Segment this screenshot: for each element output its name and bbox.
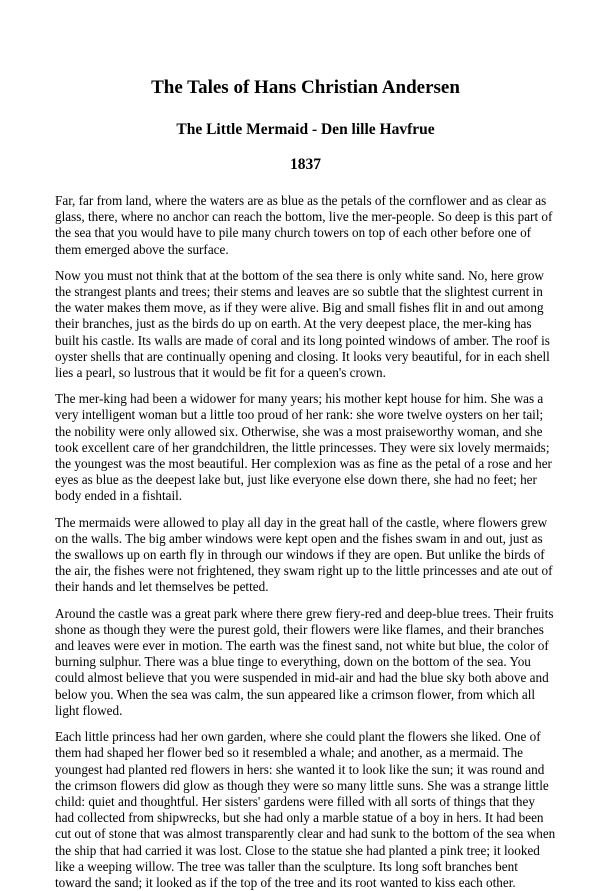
body-paragraph: Now you must not think that at the bottom of the sea there is only white sand. No, here grow the strangest plants and trees; their stems and leaves are so subtle that the slightest current in the water makes them move, as if they were alive. Big and small fishes flit in and out among their branches, just as the birds do up on earth. At the very deepest place, the mer-king has built his castle. Its walls are made of coral and its long pointed windows of amber. The roof is oyster shells that are continually opening and closing. It looks very beautiful, for in each shell lies a pearl, so lustrous that it would be fit for a queen's crown.: [55, 267, 550, 381]
body-paragraph: Around the castle was a great park where there grew fiery-red and deep-blue trees. Their fruits shone as though they were the purest gold, their flowers were like flames, and their branches and leaves were ever in motion. The earth was the finest sand, not white but blue, the color of burning sulphur. There was a blue tinge to everything, down on the bottom of the sea. You could almost believe that you were suspended in mid-air and had the blue sky both above and below you. When the sea was calm, the sun appeared like a crimson flower, from which all light flowed.: [55, 605, 554, 718]
document-subtitle: The Little Mermaid - Den lille Havfrue: [176, 121, 435, 138]
body-paragraph: The mer-king had been a widower for many years; his mother kept house for him. She was a very intelligent woman but a little too proud of her rank: she wore twelve oysters on her tail; the nobility were only allowed six. Otherwise, she was a most praiseworthy woman, and she took excellent care of her grandchildren, the little princesses. They were six lovely mermaids; the youngest was the most beautiful. Her complexion was as fine as the petal of a rose and her eyes as blue as the deepest lake but, just like everyone else down there, she had no feet; her body ended in a fishtail.: [55, 391, 552, 504]
body-paragraph: Each little princess had her own garden, where she could plant the flowers she liked. One of them had shaped her flower bed so it resembled a whale; and another, as a mermaid. The youngest had planted red flowers in hers: she wanted it to look like the sun; it was round and the crimson flowers did glow as though they were so many little suns. She was a strange little child: quiet and thoughtful. Her sisters' gardens were filled with all sorts of things that they had collected from shipwrecks, but she had only a marble statue of a boy in hers. It had been cut out of stone that was almost transparently clear and had sunk to the bottom of the sea when the ship that had carried it was lost. Close to the statue she had planted a pink tree; it looked like a weeping willow. The tree was taller than the sculpture. Its long soft branches bent toward the sand; it looked as if the top of the tree and its root wanted to kiss each other.: [55, 729, 556, 890]
body-paragraph: The mermaids were allowed to play all day in the great hall of the castle, where flowers grew on the walls. The big amber windows were kept open and the fishes swam in and out, just as the swallows up on earth fly in through our windows if they are open. But unlike the birds of the air, the fishes were not frightened, they swam right up to the little princesses and ate out of their hands and let themselves be petted.: [55, 514, 553, 595]
document-year: 1837: [290, 156, 321, 173]
body-paragraph: Far, far from land, where the waters are as blue as the petals of the cornflower and as clear as glass, there, where no anchor can reach the bottom, live the mer-people. So deep is this part of the sea that you would have to pile many church towers on top of each other before one of them emerged above the surface.: [55, 193, 553, 257]
document-title: The Tales of Hans Christian Andersen: [151, 77, 460, 98]
